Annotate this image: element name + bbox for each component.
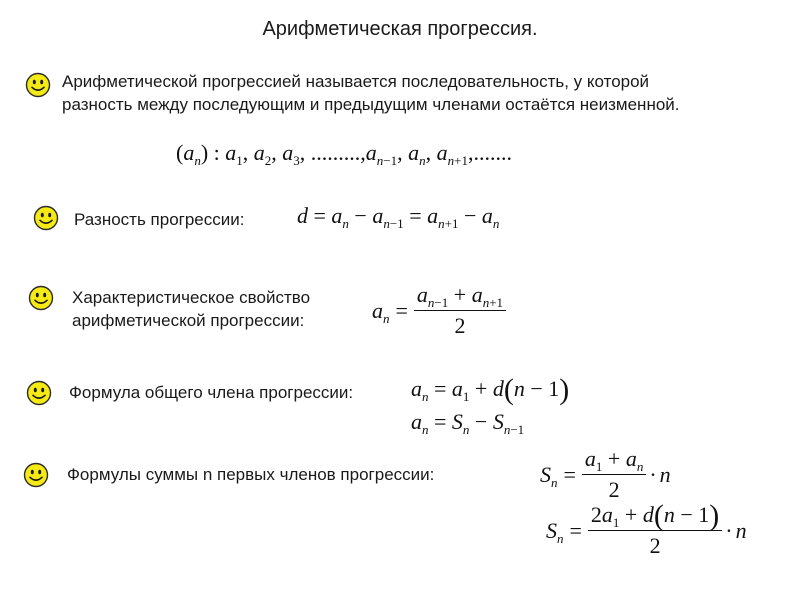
smiley-face-icon bbox=[26, 380, 52, 406]
term-from-sums-formula: $a_n = S_n - S_{n-1}$ bbox=[411, 409, 525, 437]
smiley-face-icon bbox=[23, 462, 49, 488]
sum-formula-1: $S_n$ = $\frac{a_1 + a_n}{2}$ · n bbox=[540, 446, 671, 502]
sequence-formula: $(a_n)$ : $a_1$, $a_2$, $a_3$, $.........,a_{n-1}$, $a_n$, $a_{n+1}$,....... bbox=[176, 140, 512, 168]
slide-title: Арифметическая прогрессия. bbox=[262, 18, 538, 40]
sum-formula-2: $S_n$ = $\frac{2a_1 + d(n - 1)}{2}$ · n bbox=[546, 499, 747, 558]
property-line-1: Характеристическое свойство bbox=[72, 288, 311, 307]
property-line-2: арифметической прогрессии: bbox=[72, 311, 305, 330]
smiley-face-icon bbox=[28, 285, 54, 311]
sum-label: Формулы суммы n первых членов прогрессии: bbox=[67, 465, 435, 484]
difference-label: Разность прогрессии: bbox=[74, 210, 245, 229]
definition-line-2: разность между последующим и предыдущим членами остаётся неизменной. bbox=[62, 95, 680, 114]
smiley-face-icon bbox=[25, 72, 51, 98]
property-text bbox=[72, 286, 310, 332]
smiley-face-icon bbox=[33, 205, 59, 231]
general-term-formula: $a_n = a_1 + d(n - 1)$ bbox=[411, 373, 570, 406]
difference-formula: $d = a_n - a_{n-1} = a_{n+1} - a_n$ bbox=[297, 203, 500, 231]
definition-line-1: Арифметической прогрессией называется последовательность, у которой bbox=[62, 72, 650, 91]
general-term-label: Формула общего члена прогрессии: bbox=[69, 383, 354, 402]
definition-text bbox=[62, 70, 680, 116]
property-formula: $a_n$ = $\frac{a_{n-1} + a_{n+1}}{2}$ bbox=[372, 282, 506, 339]
